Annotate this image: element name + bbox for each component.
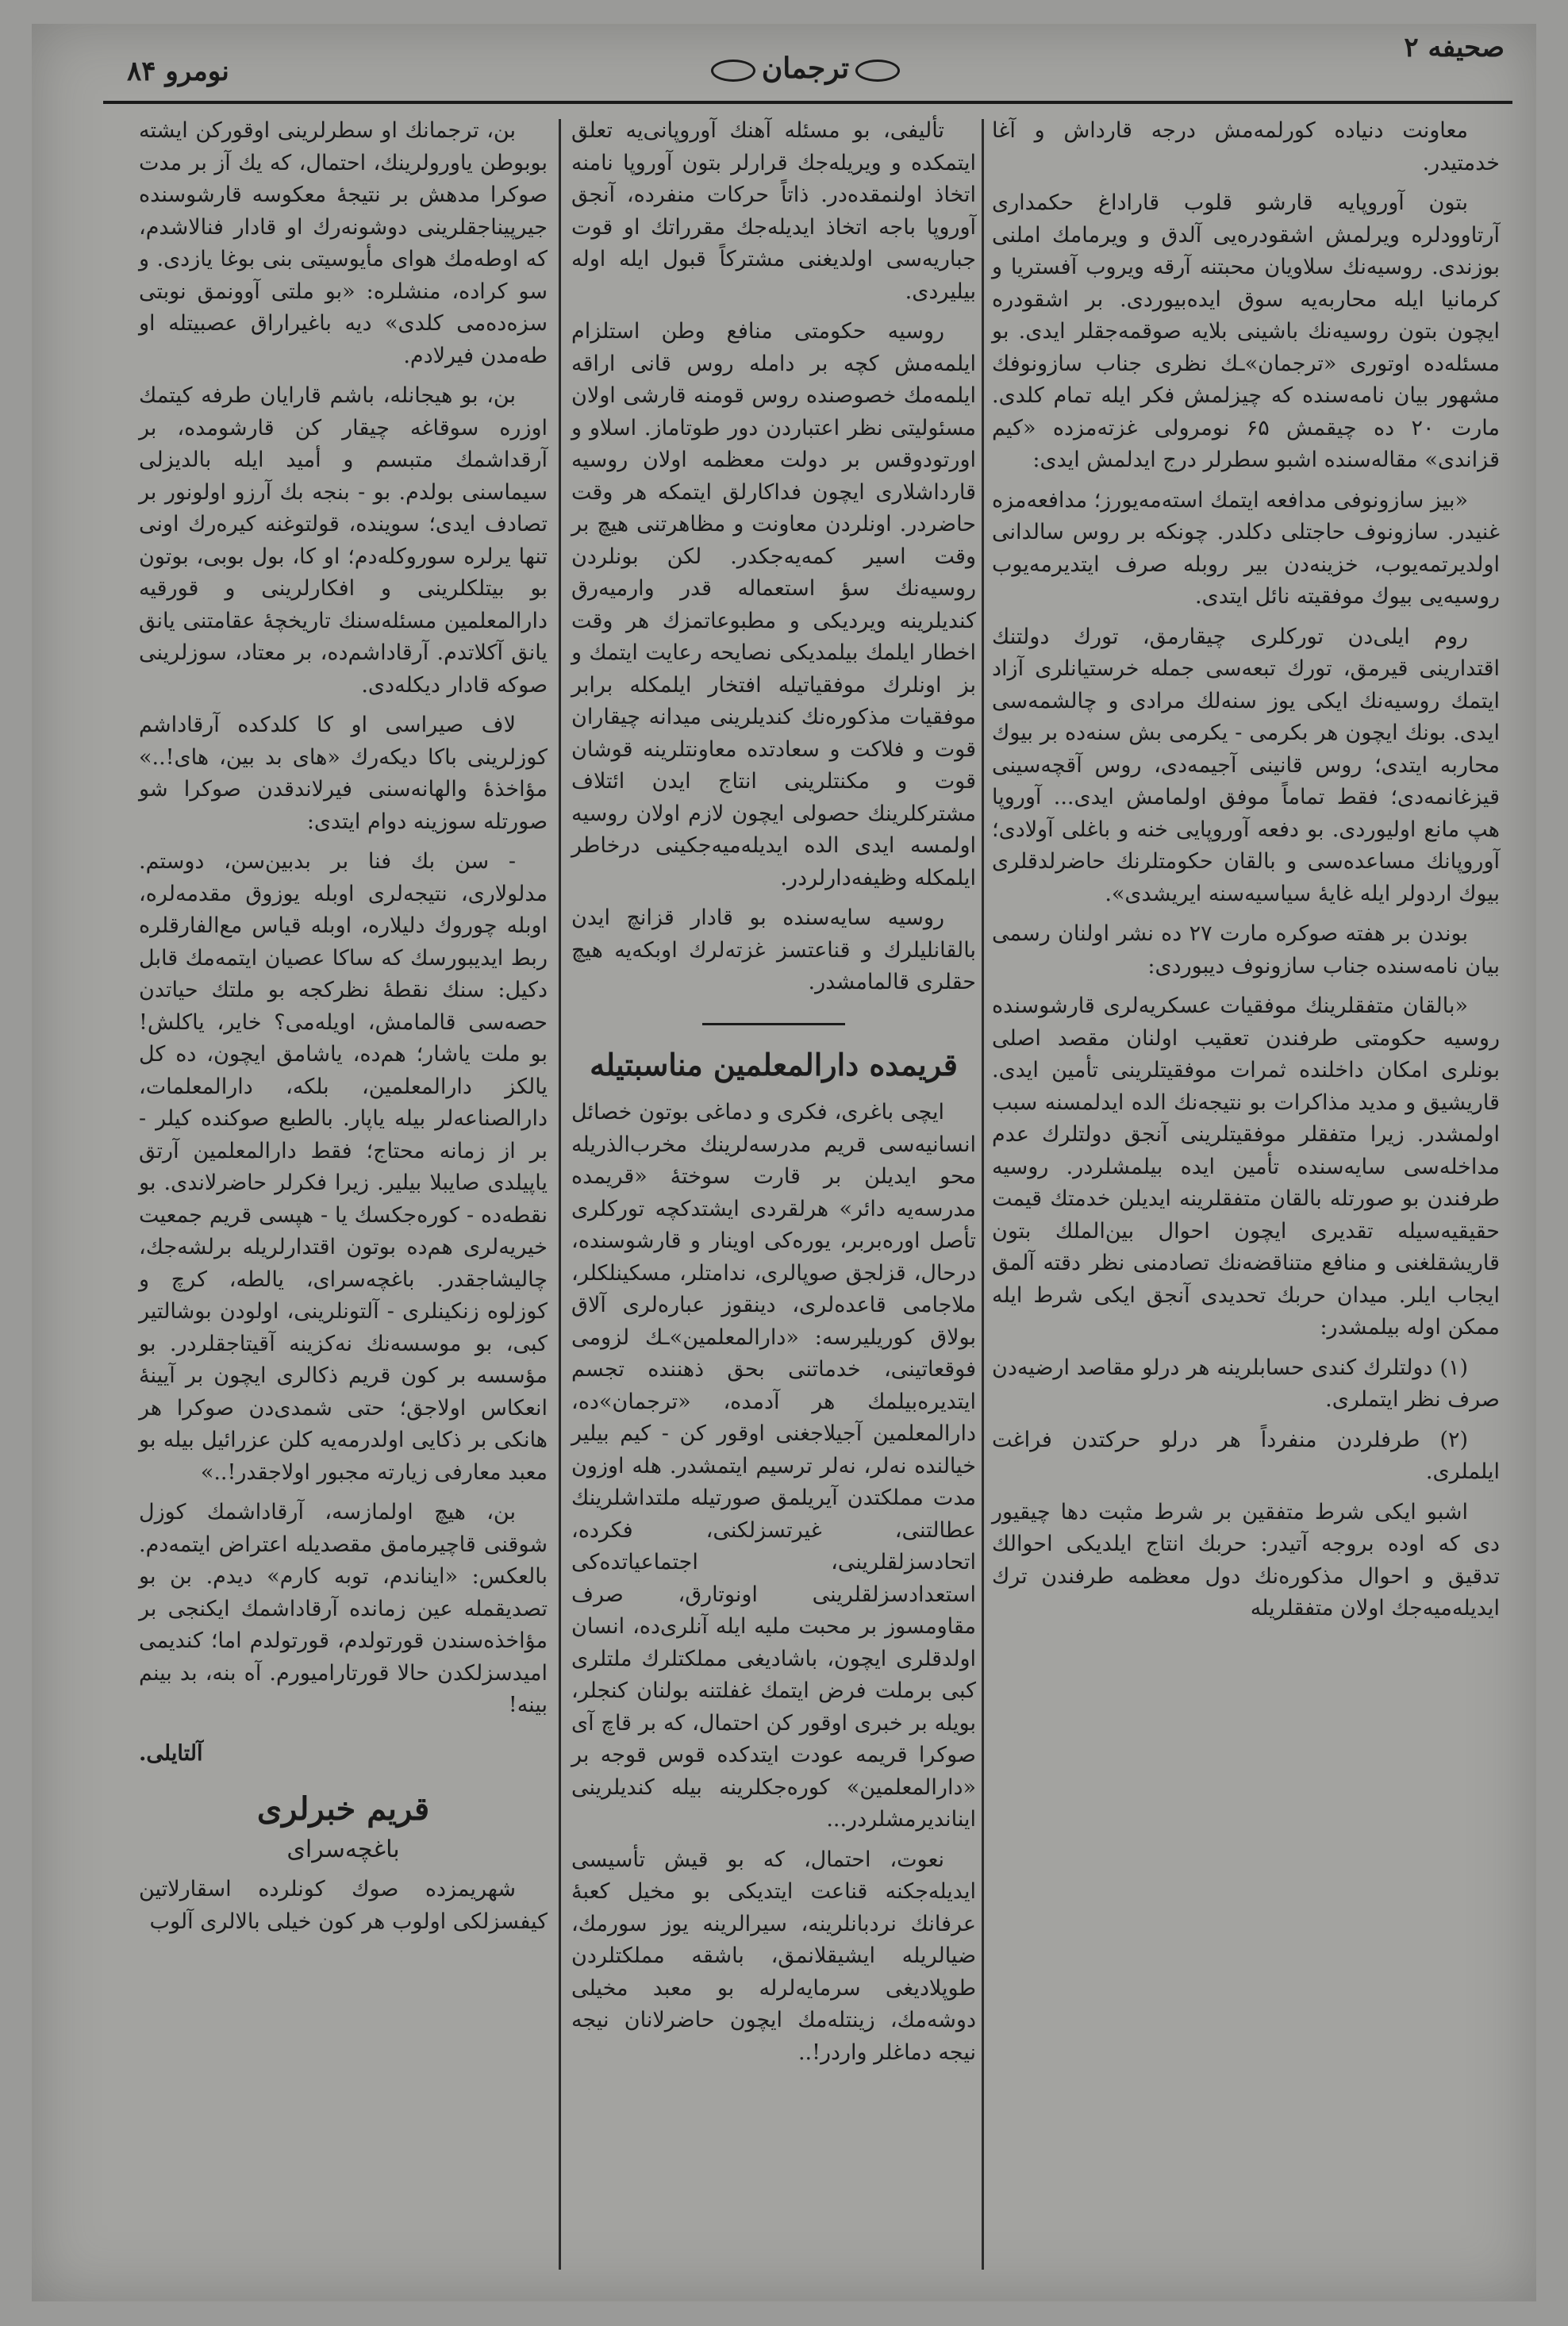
paragraph: روم ایلی‌دن تورکلری چیقارمق، تورك دولتنك اقتدارینی قیرمق، تورك تبعه‌سی جمله خرستیانلری آزاد ایتمك روسیه‌نك ایکی یوز سنه‌لك مرادی و چالشمه‌سی ایدی. بونك ایچون هر بکرمی - یکرمی بش سنه‌ده بر بیوك محاربه ایتدی؛ روس قانینی آجیمه‌دی، روس آقچه‌سینی قیزغانمه‌دی؛ فقط تماماً موفق اولمامش ایدی... آوروپا هپ مانع اولیوردی. بو دفعه آوروپایی خنه و باغلی آولادی؛ آوروپانك مساعده‌سی و بالقان حکومتلرنك حاضرلدقلری بیوك اردولر ایله غایهٔ سیاسیه‌سنه ایریشدی». — [992, 624, 1500, 906]
paragraph: روسیه حکومتی منافع وطن استلزام ایلمه‌مش کچه بر دامله روس قانی اراقه ایلمه‌مك خصوصنده روس قومنه قارشی اولان مسئولیتی نظر اعتباردن دور طوتاماز. اسلاو و اورتودوقس بر دولت معظمه اولان روسیه قارداشلاری ایچون فداکارلق ایتمکه هر وقت حاضردر. اونلردن معاونت و مظاهرتنی هیچ بر وقت اسیر کمه‌یه‌جکدر. لکن بونلردن روسیه‌نك سؤ استعماله قدر وارمیه‌رق کندیلرینه ویردیکی و مطبوعاتمزك هر وقت اخطار ایلمك بیلمدیکی نصایحه رعایت ایتمك و بز اونلرك موفقیاتیله افتخار ایلمکله برابر موفقیات مذکوره‌نك کندیلرینی میدانه چیقاران قوت و فلاکت و سعادتده معاونتلرینه قوشان قوت و مکنتلرینی انتاج ایدن ائتلاف مشترکلرینك حصولی ایچون لازم اولان روسیه اولمسه ایدی الده ایدیله‌میه‌جکینی درخاطر ایلمکله وظیفه‌دارلردر. — [571, 319, 976, 890]
paragraph: لاف صیراسی او کا کلدکده آرقاداشم کوزلرینی باکا دیکه‌رك «های بد بین، های!..» مؤاخذهٔ والهانه‌سنی فیرلاندقدن صوکرا شو صورتله سوزینه دوام ایتدی: — [139, 713, 548, 834]
paragraph: شهریمزده صوك کونلرده اسقارلاتین کیفسزلکی اولوب هر کون خیلی بالالری آلوب — [139, 1877, 548, 1934]
paper-name: ترجمان — [761, 52, 850, 85]
section-subtitle: باغچه‌سرای — [286, 1835, 400, 1863]
paragraph: (۲) طرفلردن منفرداً هر درلو حرکتدن فراغت ایلملری. — [992, 1427, 1500, 1484]
paragraph: «بالقان متفقلرینك موفقیات عسکریه‌لری قارشوسنده روسیه حکومتی طرفندن تعقیب اولنان مقصد اصلی بونلری امکان داخلنده ثمرات موفقیتلرینی تأمین ایدی. قاریشیق و مدید مذاکرات بو نتیجه‌نك الده ایدلمسنه سبب اولمشدر. زیرا متفقلر موفقیتلرینی آنجق دولتلرك عدم مداخله‌سی سایه‌سنده تأمین ایده بیلمشلردر. روسیه طرفندن بو صورتله بالقان متفقلرینه ایدیلن خدمتك قیمت حقیقیه‌سیله تقدیری ایچون احوال بین‌الملك بتون قاریشقلغنی و منافع متناقضه‌نك تصادمنی نظر دقته آلمق ایجاب ایلر. میدان حربك تحدیدی آنجق ایکی شرط ایله ممکن اوله بیلمشدر: — [992, 994, 1500, 1340]
masthead — [678, 52, 932, 85]
column-right — [992, 115, 1500, 1633]
paragraph: ایچی باغری، فکری و دماغی بوتون خصائل انسانیه‌سی قریم مدرسه‌لرینك مخرب‌الذریله محو ایدیلن بر قارت سوختهٔ «قریمده مدرسه‌یه دائر» هرلقردی ایشتدکچه تورکلری تأصل اوره‌بربر، یوره‌کی اوینار و قارشوسنده، درحال، قزلجق صوپالری، ندامتلر، مسکینلکلر، ملاجامی قاعده‌لری، دینقوز عباره‌لری آلاق بولاق کوریلیرسه: «دارالمعلمین»ـك لزومی فوقعاتینی، خدماتنی بحق ذهننده تجسم ایتدیره‌بیلمك هر آدمده، «ترجمان»ده، دارالمعلمین آجیلاجغنی اوقور کن - کیم بیلیر خیالنده نه‌لر، نه‌لر ترسیم ایتمشدر. هله اوزون مدت مملکتدن آیریلمق صورتیله ملتداشلرینك عطالتنی، غیرتسزلکنی، فکرده، اتحادسزلقلرینی، اجتماعیاتده‌کی استعدادسزلقلرینی اونوتارق، صرف مقاومسوز بر محبت ملیه ایله آنلری‌ده، انسان اولدقلری ایچون، باشادیغی مملکتلرك ملتلری کبی برملت فرض ایتمك غفلتنه بولنان کنجلر، بویله بر خبری اوقور کن احتمال، که بر قاچ آی صوکرا قریمه عودت ایتدکده قوس قوجه بر «دارالمعلمین» کوره‌جکلرینه بیله کندیلرینی ایناندیرمشلردر... — [571, 1100, 976, 1832]
page-label: صحیفه ۲ — [1404, 32, 1505, 63]
column-left — [139, 115, 548, 1946]
paragraph: (۱) دولتلرك کندی حسابلرینه هر درلو مقاصد ارضیه‌دن صرف نظر ایتملری. — [992, 1355, 1500, 1412]
column-divider-left — [559, 119, 561, 2270]
ornament-left-icon — [711, 60, 755, 82]
paragraph: روسیه سایه‌سنده بو قادار قزانچ ایدن بالقانلیلرك و قناعتسز غزته‌لرك اوبکه‌یه هیچ حقلری قالمامشدر. — [571, 905, 976, 994]
paragraph: بن، بو هیجانله، باشم قارایان طرفه کیتمك اوزره سوقاغه چیقار کن قارشومده، بر آرقداشمك متبسم و أمید ایله بالدیزلی سیماسنی بولدم. بو - بنجه بك آرزو اولونور بر تصادف ایدی؛ سوینده، قولتوغنه کیره‌رك اونی تنها یرلره سوروکله‌دم؛ او کا، بول بوبی، بوتون بو بیتلکلرینی و افکارلرینی و قورقیه دارالمعلمین مسئله‌سنك تاریخچهٔ عقامتنی یانق یانق آکلاتدم. آرقاداشم‌ده، بر معتاد، سوزلرینی صوکه قادار دیکله‌دی. — [139, 383, 548, 698]
paragraph: «بیز سازونوفی مدافعه ایتمك استه‌مه‌یورز؛ مدافعه‌مزه غنیدر. سازونوف حاجتلی دکلدر. چونکه بر روس سالدانی اولدیرتمه‌یوب، خزینه‌دن بیر روبله صرف ایتدیرمه‌یوب روسیه‌یی بیوك موفقیته نائل ایتدی. — [992, 487, 1500, 609]
column-middle — [571, 115, 976, 2077]
issue-number: نومرو ۸۴ — [127, 56, 229, 87]
paragraph: بن، ترجمانك او سطرلرینی اوقورکن ایشته بوبوطن یاورولرینك، احتمال، که یك آز بر مدت صوکرا مدهش بر نتیجهٔ معکوسه قارشوسنده جیرپیناجقلرینی دوشونه‌رك او قادار فنالاشدم، که اوطه‌مك هوای مأیوسیتی بنی بوغا یازدی. و سو کراده، منشلره: «بو ملتی آوونمق نوبتی سزه‌ده‌می کلدی» دیه باغیراراق عصبیتله او طه‌مدن فیرلادم. — [139, 118, 548, 368]
ornament-right-icon — [855, 60, 900, 82]
newspaper-page — [32, 24, 1536, 2301]
page-header — [32, 24, 1536, 95]
paragraph: بوندن بر هفته صوکره مارت ۲۷ ده نشر اولنان رسمی بیان نامه‌سنده جناب سازونوف دیبوردی: — [992, 921, 1500, 978]
article-separator — [702, 1023, 845, 1025]
section-title: قریم خبرلری — [256, 1790, 430, 1828]
header-rule — [103, 101, 1512, 104]
author-signature: آلتایلی. — [139, 1740, 203, 1766]
paragraph: - سن بك فنا بر بدبین‌سن، دوستم. مدلولاری، نتیجه‌لری اوبله یوزوق مقدمه‌لره، اوبله چوروك دلیلاره، اوبله قیاس مع‌الفارقلره ربط ایدیبورسك که ساکا عصیان ایتمه‌مك قابل دکیل: سنك نقطهٔ نظرکجه بو ملتك حیاتدن حصه‌سی قالمامش، اویله‌می؟ خایر، یاکلش! بو ملت یاشار؛ هم‌ده، یاشامق ایچون، ده کل یالکز دارالمعلمین، بلکه، دارالمعلمات، دارالصناعه‌لر بیله یاپار. بالطبع صوکنده کیلر - بر از زمانه محتاج؛ فقط دارالمعلمین آرتق یاپیلدی صایبلا بیلیر. زیرا فکرلر حاضرلاندی. بو نقطه‌ده - کوره‌جکسك یا - هپسی قریم جمعیت خیریه‌لری هم‌ده بوتون اقتدارلریله برلشه‌جك، چالیشاجقدر. باغچه‌سرای، یالطه، کرچ و کوزلوه زنکینلری - آلتونلرینی، اولودن بوشالتیر کبی، بو موسسه‌نك نه‌کزینه آقیتاجقلردر. بو مؤسسه بر کون قریم ذکالری ایچون بر آیینهٔ انعکاس اولاجق؛ حتی شمدی‌دن صوکرا هر هانکی بر ذکایی اولدرمه‌یه کلن عزرائیل بیله بو معبد معارفی زیارته مجبور اولاجقدر!..» — [139, 849, 548, 1485]
paragraph: بن، هیچ اولمازسه، آرقاداشمك کوزل شوقنی قاچیرمامق مقصدیله اعتراض ایتمه‌دم. بالعکس: «ایناندم، توبه کارم» دیدم. بن بو تصدیقمله عین زمانده آرقاداشمك ایکنجی بر مؤاخذه‌سندن قورتولدم، قورتولدم اما؛ کندیمی امیدسزلکدن حالا قورتارامیورم. آه بنه، بد بینم بینه! — [139, 1500, 548, 1717]
paragraph: معاونت دنیاده کورلمه‌مش درجه قارداش و آغا خدمتیدر. — [992, 118, 1500, 175]
article-title: قریمده دارالمعلمین مناسبتیله — [590, 1046, 958, 1082]
column-divider-right — [982, 119, 984, 2270]
paragraph: بتون آوروپایه قارشو قلوب قاراداغ حکمداری آرتاوودلره ویرلمش اشقودره‌یی آلدق و ویرمامك املنی بوزندی. روسیه‌نك سلاویان محبتنه آرقه ویروب آفستریا و کرمانیا ایله محاربه‌یه سوق ایده‌بیوردی. بر اشقودره ایچون بتون روسیه‌نك باشینی بلایه صوقمه‌جقلر ایدی. بو مسئله‌ده اوتوری «ترجمان»ـك نظری جناب سازونوفك مشهور بیان نامه‌سنده که چیزلمش فکر ایله تمام کلدی. مارت ۲۰ ده چیقمش ۶۵ نومرولی غزته‌مزده «کیم قزاندی» مقاله‌سنده اشبو سطرلر درج ایدلمش ایدی: — [992, 190, 1500, 472]
paragraph: نعوت، احتمال، که بو قیش تأسیسی ایدیله‌جکنه قناعت ایتدیکی بو مخیل کعبهٔ عرفانك نردبانلرینه، سیرالرینه یوز سورمك، ضیالریله ایشیقلانمق، باشقه مملکتلردن طوپلادیغی سرمایه‌لرله بو معبد مخیلی دوشه‌مك، زینتله‌مك ایچون حاضرلانان نیجه نیجه دماغلر واردر!.. — [571, 1847, 976, 2065]
paragraph: تألیفی، بو مسئله آهنك آوروپانی‌یه تعلق ایتمکده و ویریله‌جك قرارلر بتون آوروپا نامنه اتخاذ اولنمقده‌در. ذاتاً حرکات منفرده، آنجق آوروپا باجه اتخاذ ایدیله‌جك مقرراتك او قوت جباریه‌سی اولدیغنی مشترکاً قبول ایله اوله بیلیردی. — [571, 118, 976, 304]
paragraph: اشبو ایکی شرط متفقین بر شرط مثبت دها چیقیور دی که اوده بروجه آتیدر: حربك انتاج ایلدیکی احوالك تدقیق و احوال مذکوره‌نك دول معظمه طرفندن ترك ایدیله‌میه‌جك اولان متفقلریله — [992, 1499, 1500, 1621]
